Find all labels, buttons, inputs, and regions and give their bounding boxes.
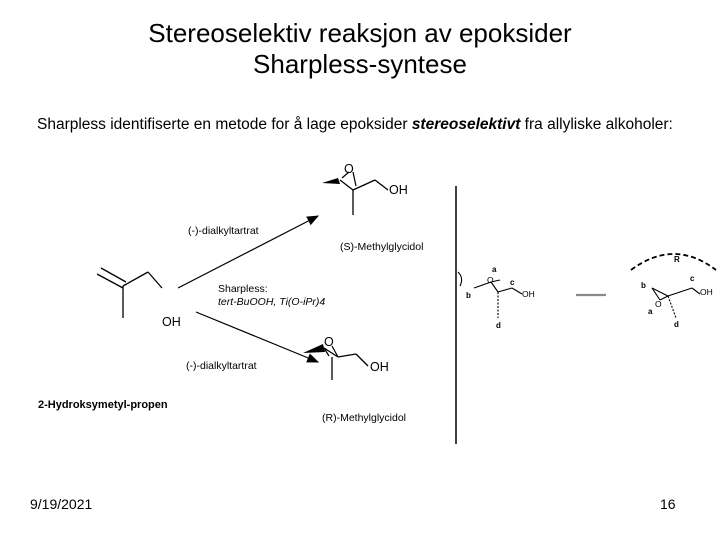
left-model-a: a <box>492 265 497 274</box>
title-line-1: Stereoselektiv reaksjon av epoksider <box>148 18 572 48</box>
left-model-oh: OH <box>522 289 535 299</box>
upper-catalyst-label: (-)-dialkyltartrat <box>188 225 259 237</box>
r-product-structure <box>303 344 368 380</box>
body-text-emphasis: stereoselektivt <box>411 116 521 133</box>
r-product-o: O <box>324 335 334 349</box>
starting-material-name: 2-Hydroksymetyl-propen <box>38 399 168 411</box>
right-model-o: O <box>655 299 662 309</box>
s-product-oh: OH <box>389 183 408 197</box>
reagent-label-2: tert-BuOOH, Ti(O-iPr)4 <box>218 296 326 308</box>
r-product-oh: OH <box>370 360 389 374</box>
footer-date: 9/19/2021 <box>30 496 93 512</box>
right-model-c: c <box>690 274 695 283</box>
left-model-o: O <box>487 275 494 285</box>
right-model-oh: OH <box>700 287 713 297</box>
arrow-to-r-product <box>196 312 318 362</box>
reagent-label-1: Sharpless: <box>218 283 268 295</box>
s-product-structure <box>322 172 388 215</box>
r-product-name: (R)-Methylglycidol <box>322 412 407 424</box>
title-line-2: Sharpless-syntese <box>253 49 467 79</box>
s-product-name: (S)-Methylglycidol <box>340 241 424 253</box>
body-text-start: Sharpless identifiserte en metode for å lage epoksider <box>37 116 412 133</box>
starting-material-structure <box>97 268 162 318</box>
s-product-o: O <box>344 162 354 176</box>
right-model-d: d <box>674 320 679 329</box>
right-model-b: b <box>641 281 646 290</box>
starting-material-oh: OH <box>162 315 181 329</box>
left-model-d: d <box>496 321 501 330</box>
right-model-r: R <box>674 255 680 264</box>
body-text-end: fra allyliske alkoholer: <box>520 116 673 133</box>
right-model-a: a <box>648 307 653 316</box>
page-number: 16 <box>660 496 676 512</box>
left-model-b: b <box>466 291 471 300</box>
left-model-c: c <box>510 278 515 287</box>
lower-catalyst-label: (-)-dialkyltartrat <box>186 360 257 372</box>
